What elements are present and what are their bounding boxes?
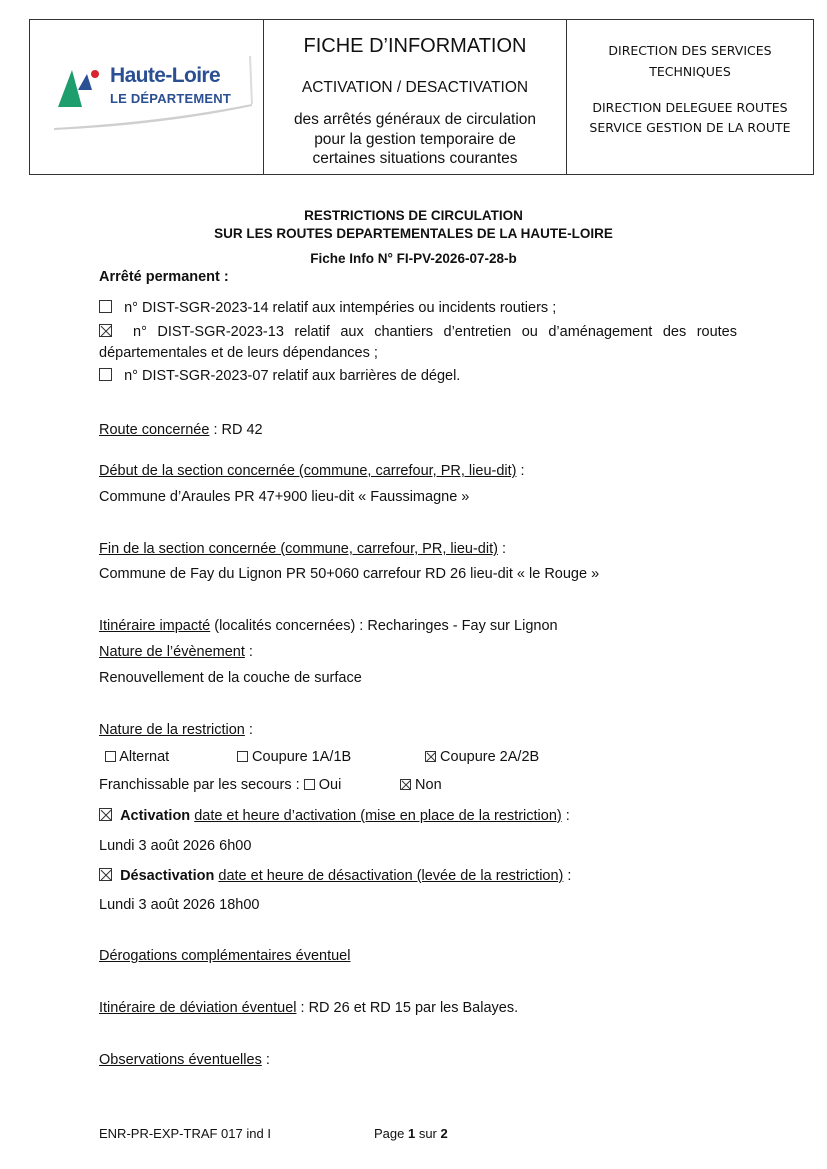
- page-number: Page 1 sur 2: [374, 1126, 448, 1141]
- checkbox-unchecked-icon: [304, 779, 315, 790]
- direction-label: DIRECTION DES SERVICES TECHNIQUES: [608, 43, 772, 79]
- heading-line-1: RESTRICTIONS DE CIRCULATION: [304, 208, 523, 223]
- footer-reference: ENR-PR-EXP-TRAF 017 ind I: [99, 1126, 271, 1141]
- desactivation-value: Lundi 3 août 2026 18h00: [99, 897, 260, 913]
- checkbox-checked-icon: [99, 808, 112, 821]
- arrete-label: Arrêté permanent :: [99, 269, 229, 285]
- arrete-item: n° DIST-SGR-2023-07 relatif aux barrières de dégel.: [99, 368, 460, 384]
- desactivation-label: Désactivation date et heure de désactivation (levée de la restriction) :: [99, 868, 571, 884]
- logo-subtitle: LE DÉPARTEMENT: [110, 91, 232, 106]
- activation-label: Activation date et heure d’activation (mise en place de la restriction) :: [99, 808, 570, 824]
- checkbox-unchecked-icon: [99, 368, 112, 381]
- heading-line-2: SUR LES ROUTES DEPARTEMENTALES DE LA HAUTE-LOIRE: [214, 226, 613, 241]
- nature-evenement-value: Renouvellement de la couche de surface: [99, 670, 362, 686]
- derogations-label: Dérogations complémentaires éventuel: [99, 948, 351, 964]
- doc-description: des arrêtés généraux de circulation pour la gestion temporaire de certaines situations courantes: [293, 111, 537, 167]
- checkbox-checked-icon: [99, 324, 112, 337]
- checkbox-unchecked-icon: [237, 751, 248, 762]
- activation-value: Lundi 3 août 2026 6h00: [99, 838, 252, 854]
- delegation-label: DIRECTION DELEGUEE ROUTES SERVICE GESTION DE LA ROUTE: [589, 100, 791, 135]
- arrete-item: n° DIST-SGR-2023-14 relatif aux intempéries ou incidents routiers ;: [99, 300, 556, 316]
- itineraire-field: Itinéraire impacté (localités concernées) : Recharinges - Fay sur Lignon: [99, 618, 558, 634]
- doc-title: FICHE D’INFORMATION: [303, 35, 527, 57]
- checkbox-checked-icon: [400, 779, 411, 790]
- debut-label: Début de la section concernée (commune, carrefour, PR, lieu-dit) :: [99, 463, 525, 479]
- logo-title: Haute-Loire: [110, 64, 221, 87]
- header-table: [29, 19, 814, 175]
- secours-non: Non: [400, 777, 442, 793]
- doc-subtitle: ACTIVATION / DESACTIVATION: [301, 79, 529, 96]
- secours-field: Franchissable par les secours : Oui: [99, 777, 342, 793]
- arrete-item: n° DIST-SGR-2023-13 relatif aux chantiers d’entretien ou d’aménagement des routes: [99, 324, 737, 340]
- observations-label: Observations éventuelles :: [99, 1052, 270, 1068]
- nature-evenement-label: Nature de l’évènement :: [99, 644, 253, 660]
- checkbox-unchecked-icon: [105, 751, 116, 762]
- checkbox-unchecked-icon: [99, 300, 112, 313]
- deviation-field: Itinéraire de déviation éventuel : RD 26 et RD 15 par les Balayes.: [99, 1000, 519, 1016]
- checkbox-checked-icon: [425, 751, 436, 762]
- checkbox-checked-icon: [99, 868, 112, 881]
- arrete-item-continued: départementales et de leurs dépendances ;: [99, 345, 378, 361]
- logo: [52, 52, 257, 130]
- debut-value: Commune d’Araules PR 47+900 lieu-dit « Faussimagne »: [99, 489, 470, 505]
- fiche-number: Fiche Info N° FI-PV-2026-07-28-b: [310, 251, 517, 266]
- option-coupure-1a1b: Coupure 1A/1B: [237, 749, 351, 765]
- fin-value: Commune de Fay du Lignon PR 50+060 carrefour RD 26 lieu-dit « le Rouge »: [99, 566, 600, 582]
- fin-label: Fin de la section concernée (commune, carrefour, PR, lieu-dit) :: [99, 541, 506, 557]
- option-coupure-2a2b: Coupure 2A/2B: [425, 749, 539, 765]
- nature-restriction-label: Nature de la restriction :: [99, 722, 253, 738]
- option-alternat: Alternat: [105, 749, 169, 765]
- route-field: Route concernée : RD 42: [99, 422, 263, 438]
